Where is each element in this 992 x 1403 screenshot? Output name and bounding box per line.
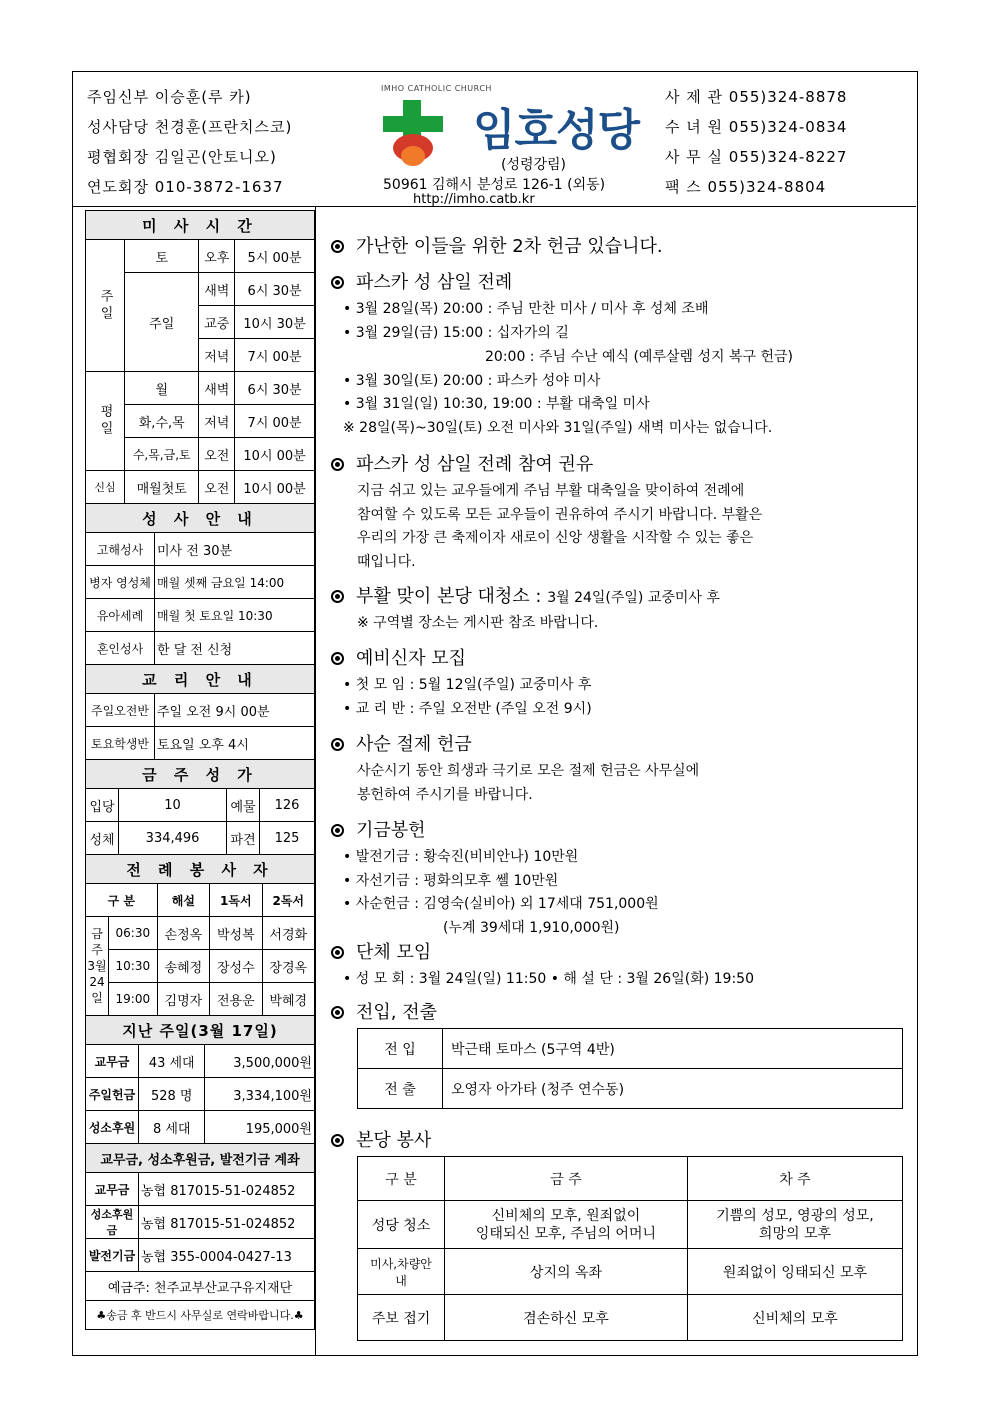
liturgy-person: 장경옥	[262, 950, 314, 983]
bulletin-page	[72, 71, 918, 1356]
service-table	[357, 1156, 903, 1341]
mass-time: 5시 00분	[235, 240, 315, 273]
bullet-icon	[331, 1006, 344, 1019]
header-divider	[73, 206, 916, 207]
column-divider	[315, 206, 316, 1356]
notice-line: • 3월 28일(목) 20:00 : 주님 만찬 미사 / 미사 후 성체 조배	[343, 301, 709, 317]
service-group: 겸손하신 모후	[445, 1295, 688, 1341]
account-number: 농협 817015-51-024852	[139, 1173, 315, 1206]
service-group: 기쁨의 성모, 영광의 성모,	[716, 1207, 874, 1224]
sacrament-time: 미사 전 30분	[155, 533, 315, 566]
sacrament-table	[85, 503, 315, 760]
notice-heading: 단체 모임	[356, 942, 432, 963]
notice-heading: 파스카 성 삼일 전례 참여 권유	[356, 454, 594, 475]
notice-line: • 사순헌금 : 김영숙(실비아) 외 17세대 751,000원	[343, 896, 659, 912]
notice-heading: 가난한 이들을 위한 2차 헌금 있습니다.	[356, 236, 663, 257]
bullet-icon	[331, 1134, 344, 1147]
notice-line: 참여할 수 있도록 모든 교우들이 권유하여 주시기 바랍니다. 부활은	[357, 507, 763, 523]
logo-curve-text: IMHO CATHOLIC CHURCH	[381, 84, 492, 93]
notice-line: 사순시기 동안 희생과 극기로 모은 절제 헌금은 사무실에	[357, 763, 700, 779]
sacrament-title: 성 사 안 내	[86, 504, 315, 533]
sacrament-name: 병자 영성체	[86, 566, 155, 599]
sacrament-name: 고해성사	[86, 533, 155, 566]
transfer-notice: ♣송금 후 반드시 사무실로 연락바랍니다.♣	[86, 1301, 315, 1330]
phone-office: 사 무 실 055)324-8227	[665, 148, 848, 166]
liturgy-head: 2독서	[262, 884, 314, 917]
transfer-person: 오영자 아가타 (청주 연수동)	[443, 1069, 903, 1109]
sacrament-name: 혼인성사	[86, 632, 155, 665]
service-head: 금 주	[445, 1157, 688, 1201]
notice-line: (누계 39세대 1,910,000원)	[443, 920, 620, 936]
liturgy-head: 1독서	[210, 884, 262, 917]
liturgy-person: 전용운	[210, 983, 262, 1016]
weekday-label: 평일	[86, 372, 125, 471]
mass-times-table	[85, 210, 315, 504]
bullet-icon	[331, 590, 344, 603]
notice-heading: 부활 맞이 본당 대청소 :	[356, 586, 542, 607]
offering-count: 43 세대	[139, 1045, 205, 1078]
church-address: 50961 김해시 분성로 126-1 (외동)	[383, 177, 606, 193]
notice-line: • 발전기금 : 황숙진(비비안나) 10만원	[343, 849, 579, 865]
notice-line: • 자선기금 : 평화의모후 쎌 10만원	[343, 873, 559, 889]
hymn-number: 126	[260, 789, 315, 822]
hymn-table	[85, 759, 315, 855]
account-number: 농협 355-0004-0427-13	[139, 1239, 315, 1272]
account-type: 교무금	[86, 1173, 139, 1206]
bullet-icon	[331, 946, 344, 959]
notice-transfers	[331, 998, 911, 1024]
notice-line: ※ 28일(목)~30일(토) 오전 미사와 31일(주일) 새벽 미사는 없습니다.	[343, 420, 773, 436]
notice-line: 20:00 : 주님 수난 예식 (예루살렘 성지 복구 헌금)	[485, 349, 793, 365]
account-depositor: 예금주: 천주교부산교구유지재단	[86, 1272, 315, 1301]
offering-amount: 195,000원	[205, 1111, 315, 1144]
notice-heading: 사순 절제 헌금	[356, 734, 472, 755]
sacrament-time: 매월 셋째 금요일 14:00	[155, 566, 315, 599]
mass-period: 새벽	[199, 372, 235, 405]
liturgy-person: 박성복	[210, 917, 262, 950]
liturgy-head: 해설	[157, 884, 209, 917]
offering-amount: 3,500,000원	[205, 1045, 315, 1078]
mass-time: 6시 30분	[235, 273, 315, 306]
cross-logo-icon	[377, 98, 449, 173]
notice-heading: 파스카 성 삼일 전례	[356, 272, 513, 293]
mass-title: 미 사 시 간	[86, 211, 315, 240]
mass-time: 10시 00분	[235, 438, 315, 471]
church-name: 임호성당	[473, 105, 640, 156]
mass-period: 교중	[199, 306, 235, 339]
account-type: 성소후원금	[86, 1206, 139, 1239]
sacrament-name: 유아세례	[86, 599, 155, 632]
hymn-number: 125	[260, 822, 315, 855]
liturgy-title: 전 례 봉 사 자	[86, 855, 315, 884]
mass-day: 매월첫토	[125, 471, 199, 504]
doctrine-class: 토요학생반	[86, 727, 155, 760]
hymn-number: 334,496	[119, 822, 227, 855]
notice-heading: 기금봉헌	[356, 820, 426, 841]
service-group: 상지의 옥좌	[445, 1249, 688, 1295]
account-title: 교무금, 성소후원금, 발전기금 계좌	[86, 1144, 315, 1173]
notice-line: 봉헌하여 주시기를 바랍니다.	[357, 787, 533, 803]
offering-type: 주일헌금	[86, 1078, 139, 1111]
church-url[interactable]: http://imho.catb.kr	[413, 192, 535, 207]
account-type: 발전기금	[86, 1239, 139, 1272]
notice-line: 우리의 가장 큰 축제이자 새로이 신앙 생활을 시작할 수 있는 좋은	[357, 530, 754, 546]
mass-period: 오전	[199, 438, 235, 471]
hymn-number: 10	[119, 789, 227, 822]
mass-period: 저녁	[199, 339, 235, 372]
liturgy-person: 장성수	[210, 950, 262, 983]
transfer-type: 전 입	[358, 1029, 443, 1069]
header-council: 평협회장 김일곤(안토니오)	[87, 148, 277, 166]
offering-type: 교무금	[86, 1045, 139, 1078]
mass-time: 7시 00분	[235, 339, 315, 372]
doctrine-class: 주일오전반	[86, 694, 155, 727]
offering-type: 성소후원	[86, 1111, 139, 1144]
notice-group-meetings	[331, 938, 911, 964]
mass-day: 수,목,금,토	[125, 438, 199, 471]
doctrine-time: 주일 오전 9시 00분	[155, 694, 315, 727]
hymn-label: 예물	[227, 789, 260, 822]
liturgy-time: 19:00	[109, 983, 158, 1016]
notice-heading: 전입, 전출	[356, 1002, 437, 1023]
service-group: 신비체의 모후, 원죄없이	[491, 1207, 641, 1224]
service-group: 원죄없이 잉태되신 모후	[687, 1249, 902, 1295]
service-type: 주보 접기	[358, 1295, 445, 1341]
notice-line: • 3월 30일(토) 20:00 : 파스카 성야 미사	[343, 373, 601, 389]
notice-triduum	[331, 268, 911, 294]
hymn-label: 파견	[227, 822, 260, 855]
notice-parish-service	[331, 1126, 911, 1152]
liturgy-person: 박혜경	[262, 983, 314, 1016]
sunday-label: 주일	[86, 240, 125, 372]
offering-count: 528 명	[139, 1078, 205, 1111]
liturgy-person: 서경화	[262, 917, 314, 950]
hymn-label: 입당	[86, 789, 119, 822]
offering-count: 8 세대	[139, 1111, 205, 1144]
hymn-label: 성체	[86, 822, 119, 855]
liturgy-person: 송혜정	[157, 950, 209, 983]
notice-cleaning	[331, 582, 911, 608]
offering-amount: 3,334,100원	[205, 1078, 315, 1111]
service-group: 잉태되신 모후, 주님의 어머니	[475, 1225, 656, 1242]
mass-time: 7시 00분	[235, 405, 315, 438]
notice-catechumen	[331, 644, 911, 670]
mass-day: 주일	[125, 273, 199, 372]
service-group: 희망의 모후	[758, 1225, 831, 1242]
transfer-person: 박근태 토마스 (5구역 4반)	[443, 1029, 903, 1069]
notice-line: • 3월 31일(일) 10:30, 19:00 : 부활 대축일 미사	[343, 396, 650, 412]
notice-line: • 3월 29일(금) 15:00 : 십자가의 길	[343, 325, 569, 341]
account-number: 농협 817015-51-024852	[139, 1206, 315, 1239]
notice-donations	[331, 816, 911, 842]
mass-period: 오후	[199, 240, 235, 273]
mass-time: 10시 00분	[235, 471, 315, 504]
notice-line: 때입니다.	[357, 554, 416, 570]
notice-detail: 3월 24일(주일) 교중미사 후	[547, 590, 720, 606]
mass-day: 토	[125, 240, 199, 273]
mass-time: 6시 30분	[235, 372, 315, 405]
header-yeondo: 연도회장 010-3872-1637	[87, 178, 284, 196]
bullet-icon	[331, 824, 344, 837]
left-column	[85, 210, 315, 1330]
liturgy-table	[85, 854, 315, 1016]
transfer-type: 전 출	[358, 1069, 443, 1109]
bullet-icon	[331, 276, 344, 289]
header-confessor: 성사담당 천경훈(프란치스코)	[87, 118, 293, 136]
service-group: 신비체의 모후	[687, 1295, 902, 1341]
mass-period: 오전	[199, 471, 235, 504]
notice-heading: 본당 봉사	[356, 1130, 432, 1151]
notice-line: • 교 리 반 : 주일 오전반 (주일 오전 9시)	[343, 701, 592, 717]
bullet-icon	[331, 240, 344, 253]
phone-convent: 수 녀 원 055)324-0834	[665, 118, 848, 136]
doctrine-time: 토요일 오후 4시	[155, 727, 315, 760]
mass-period: 저녁	[199, 405, 235, 438]
bullet-icon	[331, 458, 344, 471]
notice-line: • 첫 모 임 : 5월 12일(주일) 교중미사 후	[343, 677, 592, 693]
liturgy-time: 06:30	[109, 917, 158, 950]
last-sunday-title: 지난 주일(3월 17일)	[86, 1016, 315, 1045]
liturgy-person: 손정옥	[157, 917, 209, 950]
notice-lent-offering	[331, 730, 911, 756]
header-priest: 주임신부 이승훈(루 카)	[87, 88, 252, 106]
church-subtitle: (성령강림)	[501, 157, 567, 173]
phone-rectory: 사 제 관 055)324-8878	[665, 88, 848, 106]
last-sunday-table	[85, 1015, 315, 1144]
service-head: 구 분	[358, 1157, 445, 1201]
bullet-icon	[331, 738, 344, 751]
notice-line: ※ 구역별 장소는 게시판 참조 바랍니다.	[357, 615, 599, 631]
service-type: 성당 청소	[358, 1201, 445, 1249]
sacrament-time: 매월 첫 토요일 10:30	[155, 599, 315, 632]
doctrine-title: 교 리 안 내	[86, 665, 315, 694]
liturgy-time: 10:30	[109, 950, 158, 983]
service-type: 미사,차량안내	[358, 1249, 445, 1295]
account-table	[85, 1143, 315, 1330]
special-label: 신심	[86, 471, 125, 504]
hymn-title: 금 주 성 가	[86, 760, 315, 789]
mass-day: 월	[125, 372, 199, 405]
bullet-icon	[331, 652, 344, 665]
service-head: 차 주	[687, 1157, 902, 1201]
mass-day: 화,수,목	[125, 405, 199, 438]
sacrament-time: 한 달 전 신청	[155, 632, 315, 665]
notice-line: 지금 쉬고 있는 교우들에게 주님 부활 대축일을 맞이하여 전례에	[357, 483, 745, 499]
mass-time: 10시 30분	[235, 306, 315, 339]
notice-heading: 예비신자 모집	[356, 648, 467, 669]
liturgy-person: 김명자	[157, 983, 209, 1016]
notice-triduum-invite	[331, 450, 911, 476]
liturgy-date: 금주 3월 24일	[86, 917, 109, 1016]
phone-fax: 팩 스 055)324-8804	[665, 178, 827, 196]
transfer-table	[357, 1028, 903, 1109]
notice-line: • 성 모 회 : 3월 24일(일) 11:50 • 해 설 단 : 3월 26일(화) 19:50	[343, 971, 754, 987]
liturgy-head: 구 분	[86, 884, 158, 917]
church-logo	[373, 80, 653, 205]
mass-period: 새벽	[199, 273, 235, 306]
notice-second-collection	[331, 232, 911, 258]
